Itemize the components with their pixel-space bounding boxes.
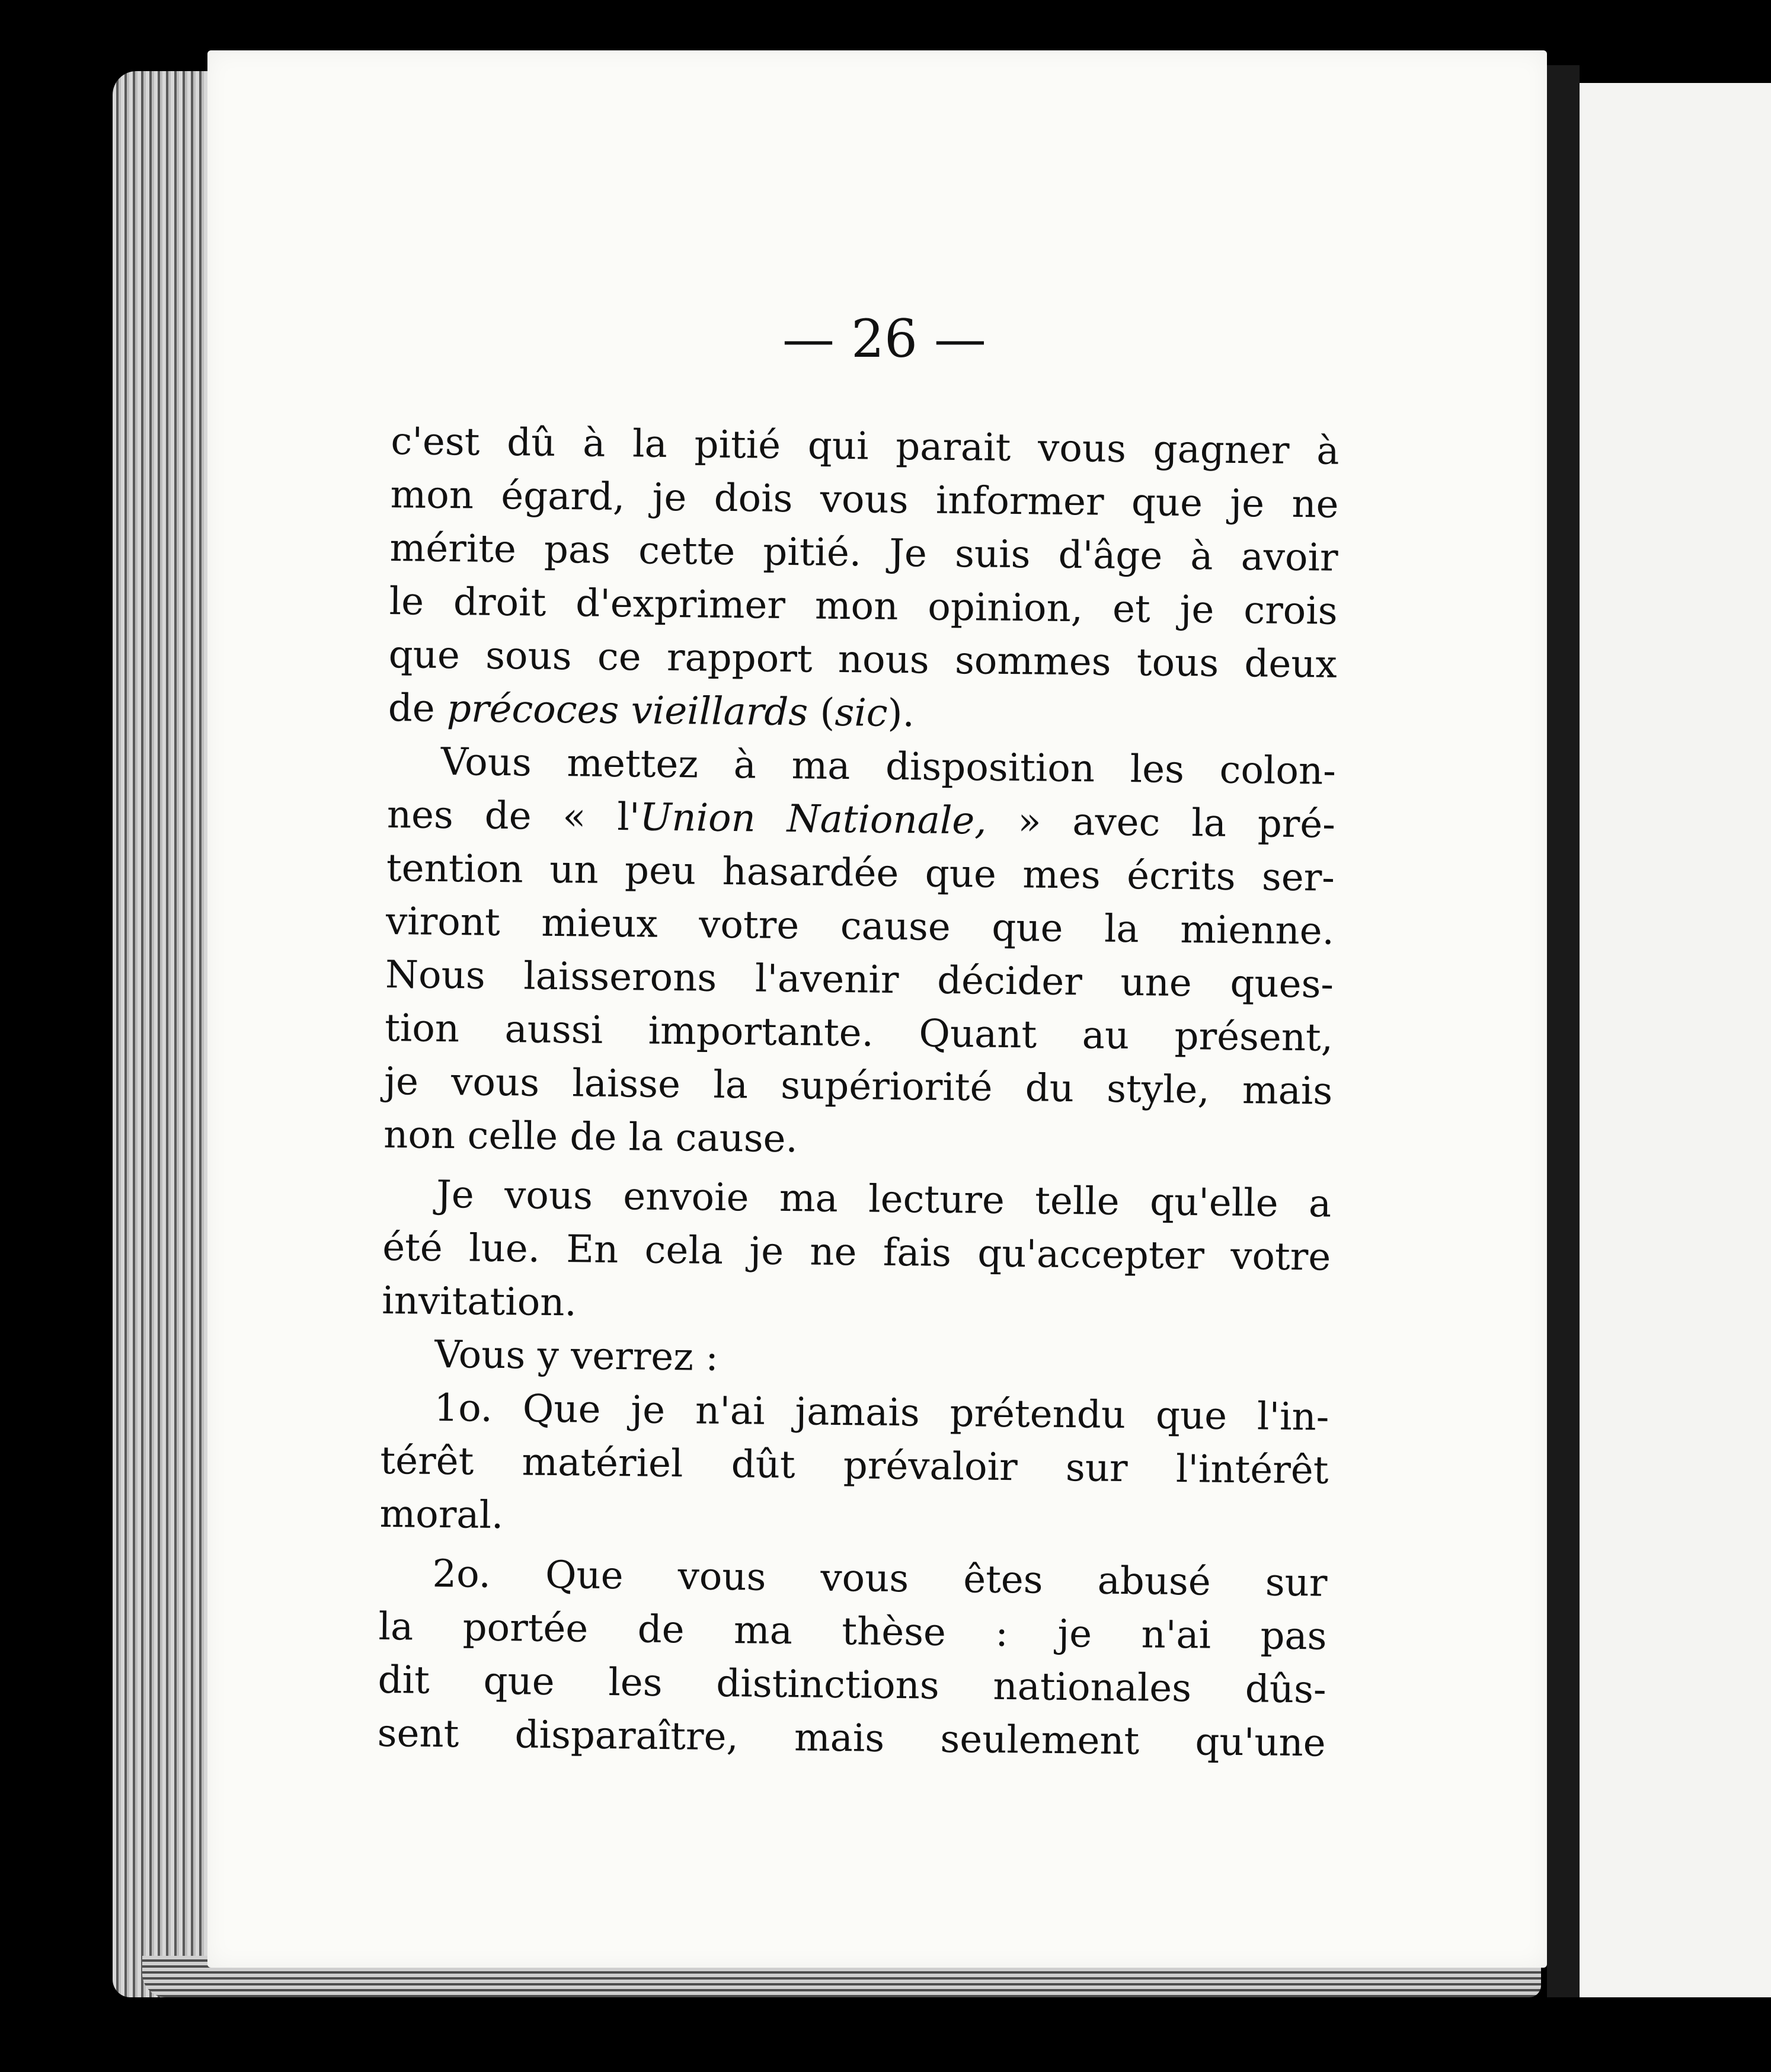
text-line: non celle de la cause. (383, 1112, 798, 1162)
text-line: 2o. Que vous vous êtes abusé sur (432, 1552, 1328, 1606)
text-run: ). (887, 691, 915, 736)
paragraph-2 (383, 735, 1336, 1172)
text-line: mon égard, je dois vous informer que je ne (390, 472, 1339, 527)
text-line: que sous ce rapport nous sommes tous deux (388, 632, 1338, 687)
text-line: térêt matériel dût prévaloir sur l'intérêt (380, 1438, 1329, 1493)
page-number: — 26 — (782, 308, 986, 369)
paragraph-4 (381, 1328, 1330, 1391)
text-line: tention un peu hasardée que mes écrits ser- (386, 846, 1335, 900)
text-line: Vous mettez à ma disposition les colon- (440, 740, 1337, 794)
text-line: Nous laisserons l'avenir décider une ques- (385, 952, 1334, 1007)
text-line: moral. (379, 1492, 504, 1538)
text-line: Je vous envoie ma lecture telle qu'elle a (436, 1172, 1332, 1226)
italic-run: précoces vieillards (446, 687, 808, 735)
text-line: viront mieux votre cause que la mienne. (385, 899, 1335, 954)
text-line (388, 682, 1337, 745)
text-line: 1o. Que je n'ai jamais prétendu que l'in- (434, 1386, 1329, 1440)
text-run: de (388, 686, 447, 731)
paragraph-1 (388, 415, 1340, 745)
text-run: ( (807, 690, 835, 735)
text-line: invitation. (381, 1278, 577, 1325)
text-line: dit que les distinctions nationales dûs- (378, 1658, 1326, 1712)
text-line: le droit d'exprimer mon opinion, et je crois (389, 579, 1338, 634)
paragraph-3 (382, 1168, 1332, 1338)
text-line: c'est dû à la pitié qui parait vous gagner à (391, 419, 1340, 474)
text-line: tion aussi importante. Quant au présent, (384, 1006, 1334, 1060)
text-run: nes de « l' (386, 792, 640, 840)
text-line: Vous y verrez : (434, 1332, 719, 1380)
book-gutter (1547, 65, 1580, 1997)
text-line: mérite pas cette pitié. Je suis d'âge à avoir (389, 526, 1338, 580)
text-line: été lue. En cela je ne fais qu'accepter votre (382, 1225, 1331, 1280)
text-line: la portée de ma thèse : je n'ai pas (378, 1604, 1327, 1659)
text-line: sent disparaître, mais seulement qu'une (377, 1711, 1326, 1766)
paragraph-6 (377, 1547, 1328, 1770)
text-run: » avec la pré- (986, 799, 1336, 847)
italic-run: Union Nationale, (640, 795, 987, 843)
text-line (386, 788, 1335, 852)
body-text (377, 415, 1340, 1770)
paragraph-5 (379, 1381, 1329, 1551)
facing-page (1580, 83, 1771, 1997)
text-line: je vous laisse la supériorité du style, mais (383, 1059, 1333, 1114)
italic-run: sic (835, 690, 888, 736)
